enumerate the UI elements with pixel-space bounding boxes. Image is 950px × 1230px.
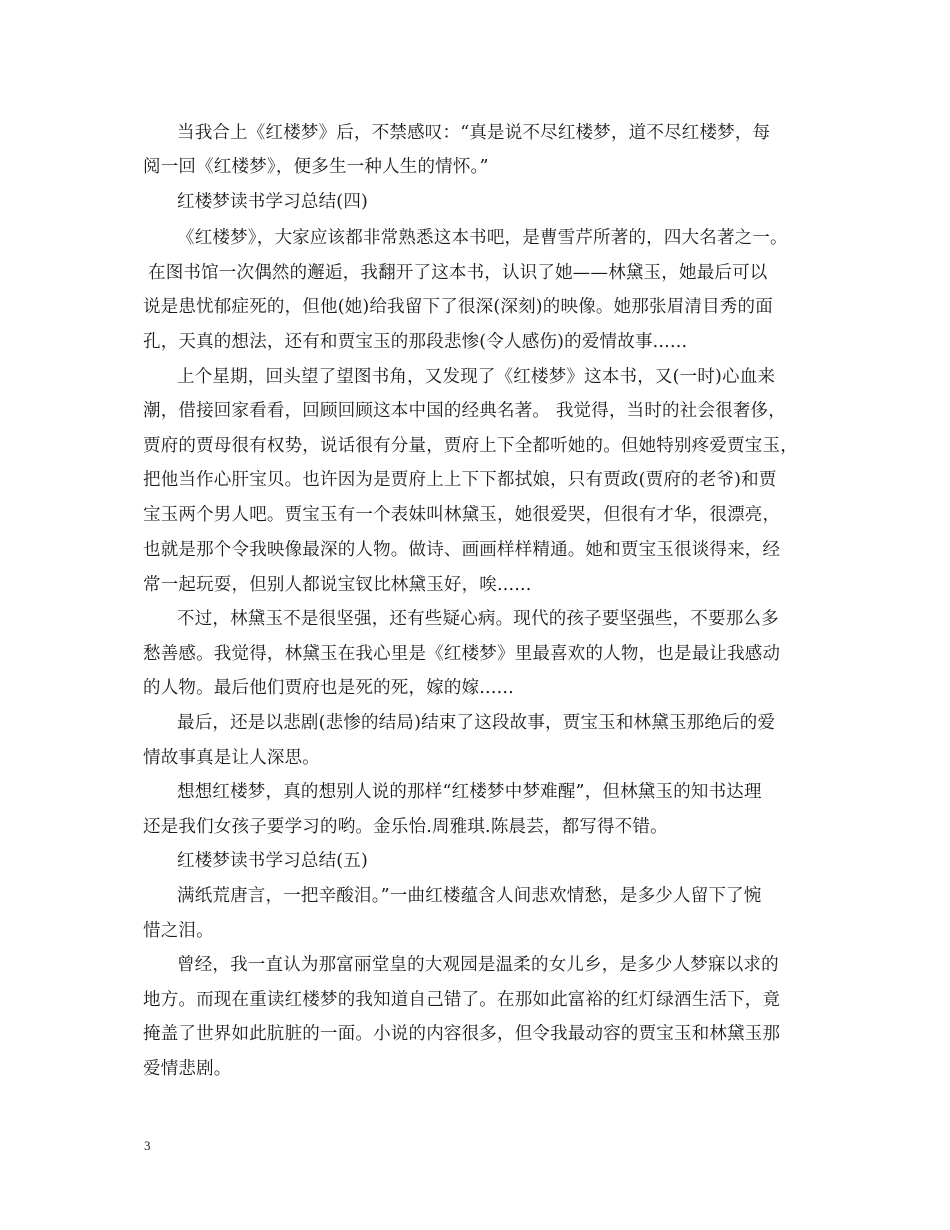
text-line: 最后，还是以悲剧(悲惨的结局)结束了这段故事，贾宝玉和林黛玉那绝后的爱	[177, 713, 776, 733]
text-line: 宝玉两个男人吧。贾宝玉有一个表妹叫林黛玉，她很爱哭，但很有才华，很漂亮，	[143, 505, 781, 525]
text-line: 也就是那个令我映像最深的人物。做诗、画画样样精通。她和贾宝玉很谈得来，经	[143, 540, 781, 560]
text-line: 孔，天真的想法，还有和贾宝玉的那段悲惨(令人感伤)的爱情故事......	[143, 332, 688, 352]
text-line: 掩盖了世界如此肮脏的一面。小说的内容很多，但令我最动容的贾宝玉和林黛玉那	[143, 1024, 781, 1044]
text-line: 想想红楼梦，真的想别人说的那样“红楼梦中梦难醒”，但林黛玉的知书达理	[177, 782, 762, 802]
text-line: 《红楼梦》，大家应该都非常熟悉这本书吧，是曹雪芹所著的，四大名著之一。	[177, 228, 788, 248]
text-line: 在图书馆一次偶然的邂逅，我翻开了这本书，认识了她——林黛玉，她最后可以	[148, 263, 768, 283]
text-line: 满纸荒唐言，一把辛酸泪。”一曲红楼蕴含人间悲欢情愁，是多少人留下了惋	[177, 886, 762, 906]
text-line: 的人物。最后他们贾府也是死的死，嫁的嫁......	[143, 678, 514, 698]
text-line: 地方。而现在重读红楼梦的我知道自己错了。在那如此富裕的红灯绿酒生活下，竟	[143, 990, 781, 1010]
text-line: 阅一回《红楼梦》，便多生一种人生的情怀。”	[143, 157, 489, 177]
text-line: 曾经，我一直认为那富丽堂皇的大观园是温柔的女儿乡，是多少人梦寐以求的	[177, 955, 779, 975]
text-line: 惜之泪。	[143, 921, 214, 941]
text-line: 把他当作心肝宝贝。也许因为是贾府上上下下都拭娘，只有贾政(贾府的老爷)和贾	[143, 470, 777, 490]
section-heading: 红楼梦读书学习总结(五)	[177, 851, 369, 871]
text-line: 愁善感。我觉得，林黛玉在我心里是《红楼梦》里最喜欢的人物，也是最让我感动	[143, 644, 781, 664]
text-line: 当我合上《红楼梦》后，不禁感叹：“真是说不尽红楼梦，道不尽红楼梦，每	[177, 123, 771, 143]
text-line: 情故事真是让人深思。	[143, 748, 320, 768]
text-line: 爱情悲剧。	[143, 1059, 232, 1079]
text-line: 不过，林黛玉不是很坚强，还有些疑心病。现代的孩子要坚强些，不要那么多	[177, 609, 779, 629]
text-line: 常一起玩耍，但别人都说宝钗比林黛玉好，唉......	[143, 575, 532, 595]
section-heading: 红楼梦读书学习总结(四)	[177, 192, 369, 212]
text-line: 还是我们女孩子要学习的哟。金乐怡.周雅琪.陈晨芸，都写得不错。	[143, 817, 668, 837]
text-line: 说是患忧郁症死的，但他(她)给我留下了很深(深刻)的映像。她那张眉清目秀的面	[143, 297, 773, 317]
text-line: 上个星期，回头望了望图书角，又发现了《红楼梦》这本书，又(一时)心血来	[177, 367, 776, 387]
text-line: 潮，借接回家看看，回顾回顾这本中国的经典名著。 我觉得，当时的社会很奢侈，	[143, 401, 786, 421]
text-line: 贾府的贾母很有权势，说话很有分量，贾府上下全都听她的。但她特别疼爱贾宝玉，	[143, 436, 798, 456]
page-number: 3	[144, 1138, 151, 1153]
